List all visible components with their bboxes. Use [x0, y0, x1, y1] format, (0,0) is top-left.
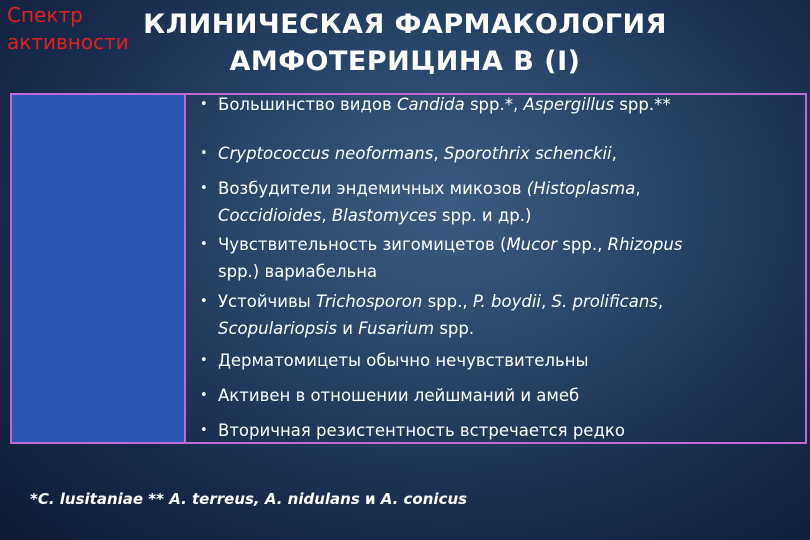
- bullet-text: Активен в отношении лейшманий и амеб: [218, 386, 580, 405]
- bullet-item: [200, 288, 795, 342]
- bullet-item: [200, 417, 795, 444]
- bullet-text: Дерматомицеты обычно нечувствительны: [218, 351, 589, 370]
- bullet-dot-icon: •: [200, 294, 208, 309]
- row-label-line-2: активности: [7, 30, 129, 54]
- bullet-text: Устойчивы Trichosporon spp., P. boydii, S. prolificans, Scopulariopsis и Fusarium spp.: [218, 292, 664, 338]
- bullet-item: [200, 231, 795, 285]
- bullet-item: [200, 382, 795, 409]
- bullet-text: Вторичная резистентность встречается редко: [218, 421, 625, 440]
- title-line-2: АМФОТЕРИЦИНА В (I): [229, 46, 581, 77]
- bullet-dot-icon: •: [200, 146, 208, 161]
- bullet-text: Большинство видов Candida spp.*, Aspergillus spp.**: [218, 95, 671, 114]
- footnote: *C. lusitaniae ** A. terreus, A. nidulans и A. conicus: [30, 490, 468, 508]
- bullet-text: Cryptococcus neoformans, Sporothrix schenckii,: [218, 144, 617, 163]
- bullet-item: [200, 347, 795, 374]
- row-label-cell: [10, 93, 186, 444]
- row-label: [7, 2, 177, 56]
- bullet-dot-icon: •: [200, 181, 208, 196]
- bullet-dot-icon: •: [200, 237, 208, 252]
- row-label-line-1: Спектр: [7, 3, 83, 27]
- bullet-item: [200, 140, 795, 167]
- title-line-1: КЛИНИЧЕСКАЯ ФАРМАКОЛОГИЯ: [143, 9, 667, 40]
- bullet-dot-icon: •: [200, 388, 208, 403]
- bullet-text: Чувствительность зигомицетов (Mucor spp., Rhizopus spp.) вариабельна: [218, 235, 683, 281]
- bullet-dot-icon: •: [200, 423, 208, 438]
- bullet-item: [200, 91, 795, 118]
- bullet-item: [200, 175, 795, 229]
- bullet-dot-icon: •: [200, 353, 208, 368]
- bullet-text: Возбудители эндемичных микозов (Histoplasma, Coccidioides, Blastomyces spp. и др.): [218, 179, 641, 225]
- bullet-dot-icon: •: [200, 97, 208, 112]
